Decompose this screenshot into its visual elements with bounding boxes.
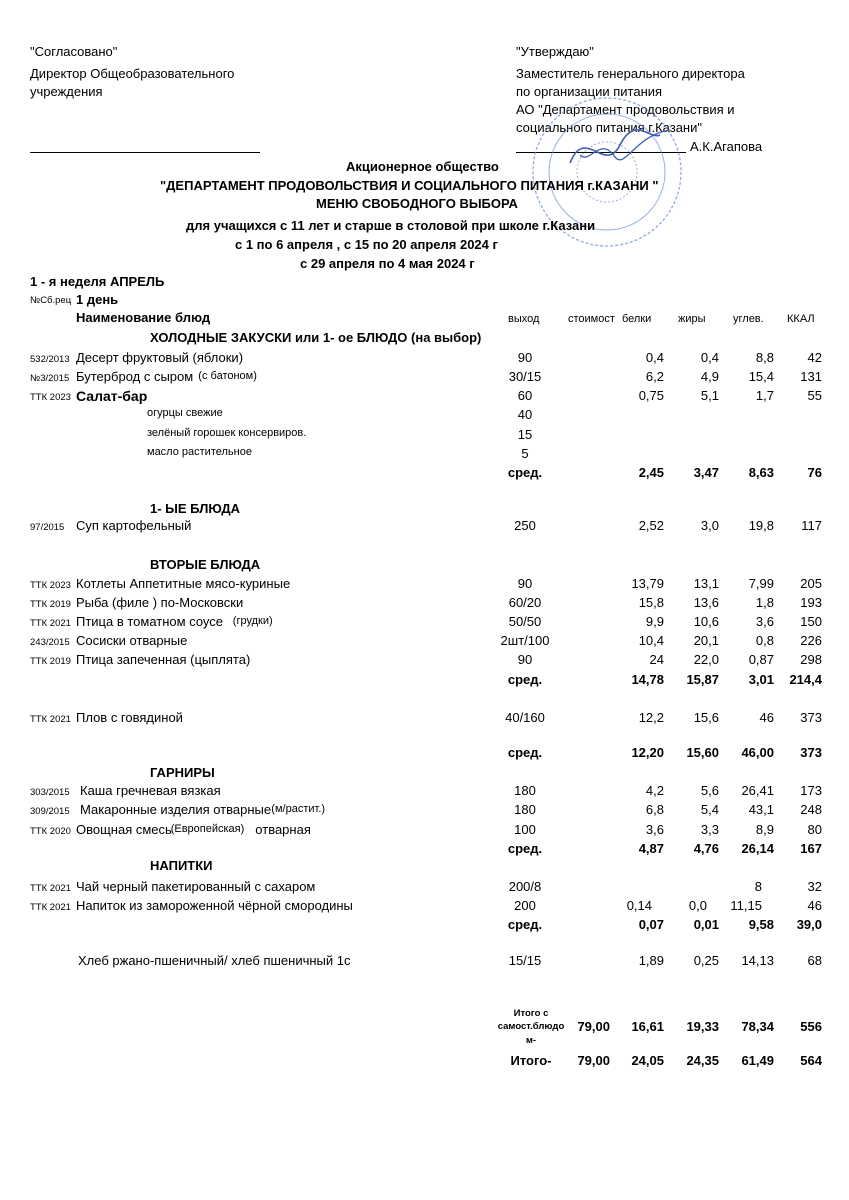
recipe-code: 303/2015 (30, 787, 70, 798)
total-own-kcal: 556 (800, 1019, 822, 1034)
carb-value: 46,00 (741, 745, 774, 760)
recipe-prefix: №Сб.рец (30, 295, 72, 306)
protein-value: 0,75 (638, 388, 664, 403)
col-prot: белки (622, 313, 652, 325)
approval-left-title: "Согласовано" (30, 44, 118, 59)
dish-note: (м/растит.) (271, 803, 326, 815)
menu-dates-2: с 29 апреля по 4 мая 2024 г (300, 256, 475, 271)
dish-name: Напиток из замороженной чёрной смородины (76, 898, 353, 913)
kcal-value: 150 (800, 614, 822, 629)
kcal-value: 76 (807, 465, 822, 480)
protein-value: 10,4 (638, 633, 664, 648)
menu-for: для учащихся с 11 лет и старше в столовой при школе г.Казани (186, 218, 596, 233)
carb-value: 46 (759, 710, 774, 725)
total-own-fat: 19,33 (686, 1019, 719, 1034)
kcal-value: 46 (807, 898, 822, 913)
carb-value: 7,99 (748, 576, 774, 591)
fat-value: 13,1 (693, 576, 719, 591)
dish-name: Суп картофельный (76, 518, 192, 533)
protein-value: 24 (649, 652, 664, 667)
menu-dates-1: с 1 по 6 апреля , с 15 по 20 апреля 2024 г (235, 237, 498, 252)
portion-output: 90 (517, 652, 533, 667)
protein-value: 6,2 (645, 369, 664, 384)
total-own-label-1: Итого с (513, 1008, 549, 1019)
fat-value: 3,3 (700, 822, 719, 837)
carb-value: 1,7 (755, 388, 774, 403)
carb-value: 0,8 (755, 633, 774, 648)
carb-value: 1,8 (755, 595, 774, 610)
dish-name: Чай черный пакетированный с сахаром (76, 879, 316, 894)
kcal-value: 32 (807, 879, 822, 894)
kcal-value: 373 (800, 710, 822, 725)
portion-output: 250 (514, 518, 536, 533)
total-own-prot: 16,61 (631, 1019, 664, 1034)
fat-value: 3,0 (700, 518, 719, 533)
approval-left-line2: учреждения (30, 84, 103, 99)
carb-value: 8,9 (755, 822, 774, 837)
protein-value: 0,07 (638, 917, 664, 932)
portion-output: 90 (517, 576, 533, 591)
kcal-value: 298 (800, 652, 822, 667)
portion-output: 180 (514, 802, 536, 817)
section-first: 1- ЫЕ БЛЮДА (150, 501, 241, 516)
recipe-code: 532/2013 (30, 354, 70, 365)
kcal-value: 214,4 (789, 672, 822, 687)
recipe-code: ТТК 2019 (30, 599, 71, 610)
carb-value: 15,4 (748, 369, 774, 384)
portion-output: 200/8 (508, 879, 542, 894)
approval-right-line1: Заместитель генерального директора (516, 66, 745, 81)
section-drinks: НАПИТКИ (150, 858, 213, 873)
carb-value: 8,8 (755, 350, 774, 365)
fat-value: 15,87 (686, 672, 719, 687)
fat-value: 0,25 (693, 953, 719, 968)
avg-label: сред. (507, 745, 543, 760)
carb-value: 3,01 (748, 672, 774, 687)
kcal-value: 226 (800, 633, 822, 648)
approval-right-line3: АО "Департамент продовольствия и (516, 102, 735, 117)
total-fat: 24,35 (686, 1053, 719, 1068)
dish-name: Овощная смесь (76, 822, 172, 837)
recipe-code: ТТК 2019 (30, 656, 71, 667)
carb-value: 43,1 (748, 802, 774, 817)
total-own-cost: 79,00 (577, 1019, 610, 1034)
dish-name: Макаронные изделия отварные (80, 802, 272, 817)
portion-output: 180 (514, 783, 536, 798)
carb-value: 8,63 (748, 465, 774, 480)
carb-value: 11,15 (730, 898, 762, 913)
total-carb: 61,49 (741, 1053, 774, 1068)
dish-note: (с батоном) (198, 370, 257, 382)
fat-value: 4,9 (700, 369, 719, 384)
recipe-code: №3/2015 (30, 373, 70, 384)
dish-note: (Европейская) (170, 823, 245, 835)
col-name: Наименование блюд (76, 310, 211, 325)
portion-output: 15/15 (508, 953, 542, 968)
avg-label: сред. (507, 841, 543, 856)
signature-line-left (30, 152, 260, 153)
dish-name: Десерт фруктовый (яблоки) (76, 350, 244, 365)
fat-value: 15,60 (686, 745, 719, 760)
approval-signer: А.К.Агапова (690, 139, 763, 154)
fat-value: 15,6 (693, 710, 719, 725)
portion-output: 60/20 (508, 595, 542, 610)
portion-output: 40/160 (505, 710, 545, 725)
portion-output: 15 (517, 427, 533, 442)
section-cold: ХОЛОДНЫЕ ЗАКУСКИ или 1- ое БЛЮДО (на выбор) (150, 330, 482, 345)
kcal-value: 68 (807, 953, 822, 968)
col-cost: стоимост (568, 313, 615, 325)
kcal-value: 193 (800, 595, 822, 610)
week-label: 1 - я неделя АПРЕЛЬ (30, 274, 165, 289)
carb-value: 14,13 (741, 953, 774, 968)
dish-name: Плов с говядиной (76, 710, 183, 725)
portion-output: 100 (514, 822, 536, 837)
fat-value: 10,6 (693, 614, 719, 629)
protein-value: 12,20 (631, 745, 664, 760)
fat-value: 13,6 (693, 595, 719, 610)
dish-name: огурцы свежие (147, 407, 223, 419)
recipe-code: ТТК 2020 (30, 826, 71, 837)
fat-value: 0,4 (700, 350, 719, 365)
fat-value: 22,0 (693, 652, 719, 667)
kcal-value: 80 (807, 822, 822, 837)
protein-value: 4,87 (638, 841, 664, 856)
menu-title: МЕНЮ СВОБОДНОГО ВЫБОРА (316, 196, 518, 211)
dish-name: Котлеты Аппетитные мясо-куриные (76, 576, 291, 591)
kcal-value: 205 (800, 576, 822, 591)
protein-value: 13,79 (631, 576, 664, 591)
approval-right-line2: по организации питания (516, 84, 663, 99)
dish-name: Каша гречневая вязкая (80, 783, 221, 798)
kcal-value: 173 (800, 783, 822, 798)
recipe-code: ТТК 2021 (30, 883, 71, 894)
kcal-value: 39,0 (796, 917, 822, 932)
protein-value: 0,4 (645, 350, 664, 365)
day-label: 1 день (76, 292, 119, 307)
protein-value: 1,89 (638, 953, 664, 968)
recipe-code: ТТК 2021 (30, 714, 71, 725)
protein-value: 0,14 (626, 898, 652, 913)
fat-value: 0,01 (693, 917, 719, 932)
total-own-label-3: м- (525, 1035, 537, 1046)
dish-name: Салат-бар (76, 388, 148, 404)
kcal-value: 167 (800, 841, 822, 856)
protein-value: 2,45 (638, 465, 664, 480)
total-own-label-2: самост.блюдо (497, 1021, 565, 1032)
carb-value: 3,6 (755, 614, 774, 629)
total-cost: 79,00 (577, 1053, 610, 1068)
fat-value: 3,47 (693, 465, 719, 480)
org-line-2: "ДЕПАРТАМЕНТ ПРОДОВОЛЬСТВИЯ И СОЦИАЛЬНОГО ПИТАНИЯ г.КАЗАНИ " (160, 178, 659, 193)
kcal-value: 42 (807, 350, 822, 365)
avg-label: сред. (507, 917, 543, 932)
fat-value: 0,0 (688, 898, 707, 913)
carb-value: 26,14 (741, 841, 774, 856)
recipe-code: ТТК 2021 (30, 618, 71, 629)
dish-name: Птица запеченная (цыплята) (76, 652, 251, 667)
dish-name: Бутерброд с сыром (76, 369, 194, 384)
org-line-1: Акционерное общество (346, 159, 499, 174)
protein-value: 15,8 (638, 595, 664, 610)
recipe-code: 97/2015 (30, 522, 65, 533)
portion-output: 30/15 (508, 369, 542, 384)
col-fat: жиры (678, 313, 706, 325)
total-kcal: 564 (800, 1053, 822, 1068)
recipe-code: ТТК 2021 (30, 902, 71, 913)
portion-output: 2шт/100 (500, 633, 550, 648)
col-out: выход (508, 313, 540, 325)
total-own-carb: 78,34 (741, 1019, 774, 1034)
portion-output: 50/50 (508, 614, 542, 629)
carb-value: 0,87 (748, 652, 774, 667)
portion-output: 40 (517, 407, 533, 422)
protein-value: 14,78 (631, 672, 664, 687)
col-carb: углев. (733, 313, 764, 325)
approval-right-line4: социального питания г.Казани" (516, 120, 702, 135)
kcal-value: 117 (801, 518, 822, 533)
avg-label: сред. (507, 465, 543, 480)
approval-left-line1: Директор Общеобразовательного (30, 66, 235, 81)
recipe-code: 309/2015 (30, 806, 70, 817)
protein-value: 9,9 (645, 614, 664, 629)
portion-output: 90 (517, 350, 533, 365)
dish-name: Птица в томатном соусе (76, 614, 224, 629)
dish-name: Рыба (филе ) по-Московски (76, 595, 244, 610)
kcal-value: 248 (800, 802, 822, 817)
dish-name: масло растительное (147, 446, 252, 458)
approval-right-title: "Утверждаю" (516, 44, 594, 59)
dish-name: зелёный горошек консервиров. (147, 427, 307, 439)
protein-value: 4,2 (645, 783, 664, 798)
fat-value: 5,4 (700, 802, 719, 817)
fat-value: 4,76 (693, 841, 719, 856)
kcal-value: 373 (800, 745, 822, 760)
carb-value: 9,58 (748, 917, 774, 932)
carb-value: 19,8 (748, 518, 774, 533)
kcal-value: 55 (807, 388, 822, 403)
protein-value: 2,52 (638, 518, 664, 533)
dish-note: (грудки) (232, 615, 273, 627)
avg-label: сред. (507, 672, 543, 687)
dish-name: Сосиски отварные (76, 633, 188, 648)
kcal-value: 131 (800, 369, 822, 384)
protein-value: 3,6 (645, 822, 664, 837)
total-prot: 24,05 (631, 1053, 664, 1068)
dish-name-cont: отварная (255, 822, 311, 837)
recipe-code: ТТК 2023 (30, 580, 71, 591)
carb-value: 26,41 (741, 783, 774, 798)
recipe-code: ТТК 2023 (30, 392, 71, 403)
fat-value: 20,1 (693, 633, 719, 648)
protein-value: 6,8 (645, 802, 664, 817)
carb-value: 8 (754, 879, 762, 894)
total-label: Итого- (510, 1053, 552, 1068)
portion-output: 200 (514, 898, 536, 913)
dish-name: Хлеб ржано-пшеничный/ хлеб пшеничный 1с (78, 953, 351, 968)
protein-value: 12,2 (638, 710, 664, 725)
portion-output: 5 (521, 446, 529, 461)
col-kcal: ККАЛ (787, 313, 815, 325)
portion-output: 60 (517, 388, 533, 403)
section-second: ВТОРЫЕ БЛЮДА (150, 557, 261, 572)
fat-value: 5,1 (700, 388, 719, 403)
section-garnish: ГАРНИРЫ (150, 765, 215, 780)
recipe-code: 243/2015 (30, 637, 70, 648)
fat-value: 5,6 (700, 783, 719, 798)
